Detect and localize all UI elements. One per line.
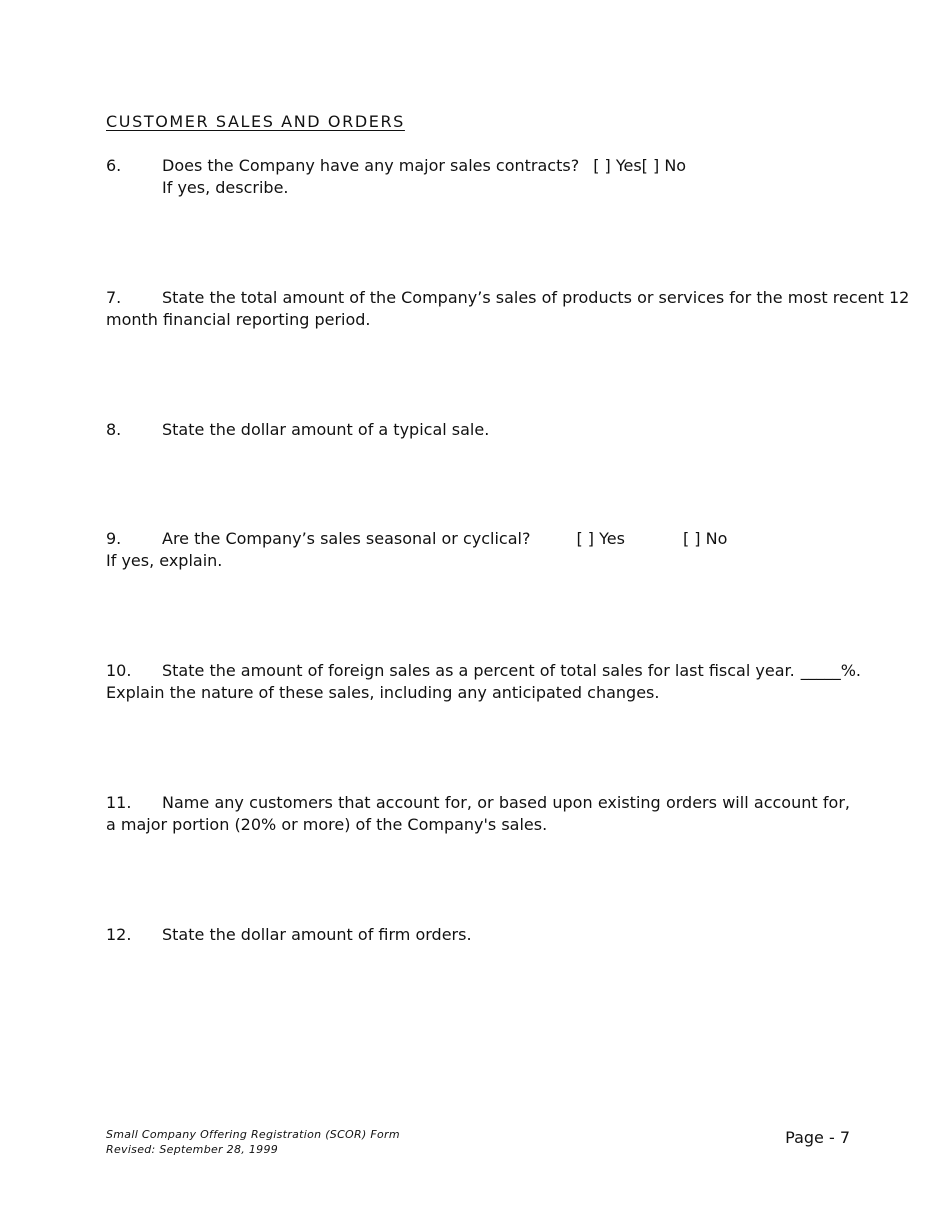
- question-followup: If yes, describe.: [162, 178, 289, 197]
- no-checkbox[interactable]: [ ] No: [682, 529, 728, 548]
- question-text: Does the Company have any major sales contracts?: [162, 156, 580, 175]
- question-number: 9.: [106, 529, 122, 548]
- question-12: [106, 924, 850, 946]
- footer-revised-date: Revised: September 28, 1999: [106, 1143, 279, 1156]
- footer-form-info: [106, 1127, 400, 1157]
- question-text: Are the Company’s sales seasonal or cyclical?: [162, 529, 531, 548]
- percent-blank-field[interactable]: _____%.: [800, 661, 861, 680]
- question-9: [106, 528, 850, 572]
- question-continuation: Explain the nature of these sales, including any anticipated changes.: [106, 683, 660, 702]
- question-continuation: month financial reporting period.: [106, 310, 371, 329]
- page-number: Page - 7: [785, 1128, 850, 1147]
- no-checkbox[interactable]: [ ] No: [641, 156, 687, 175]
- question-number: 7.: [106, 288, 122, 307]
- question-6: [106, 155, 850, 199]
- footer-form-name: Small Company Offering Registration (SCOR) Form: [106, 1128, 400, 1141]
- question-text: State the dollar amount of firm orders.: [162, 925, 472, 944]
- yes-checkbox[interactable]: [ ] Yes: [576, 529, 625, 548]
- question-text: State the amount of foreign sales as a percent of total sales for last fiscal year.: [162, 661, 795, 680]
- yes-checkbox[interactable]: [ ] Yes: [593, 156, 642, 175]
- question-number: 6.: [106, 156, 122, 175]
- question-10: [106, 660, 861, 704]
- question-8: [106, 419, 850, 441]
- question-number: 8.: [106, 420, 122, 439]
- question-followup: If yes, explain.: [106, 551, 223, 570]
- question-number: 12.: [106, 925, 132, 944]
- question-text: State the total amount of the Company’s sales of products or services for the most recent 12: [162, 288, 910, 307]
- question-number: 11.: [106, 793, 132, 812]
- section-heading: CUSTOMER SALES AND ORDERS: [106, 112, 405, 131]
- question-7: [106, 287, 910, 331]
- question-text: State the dollar amount of a typical sale.: [162, 420, 490, 439]
- question-number: 10.: [106, 661, 132, 680]
- question-11: [106, 792, 850, 836]
- question-text: Name any customers that account for, or based upon existing orders will account for, a major portion (20% or more) of the Company's sales.: [106, 793, 850, 834]
